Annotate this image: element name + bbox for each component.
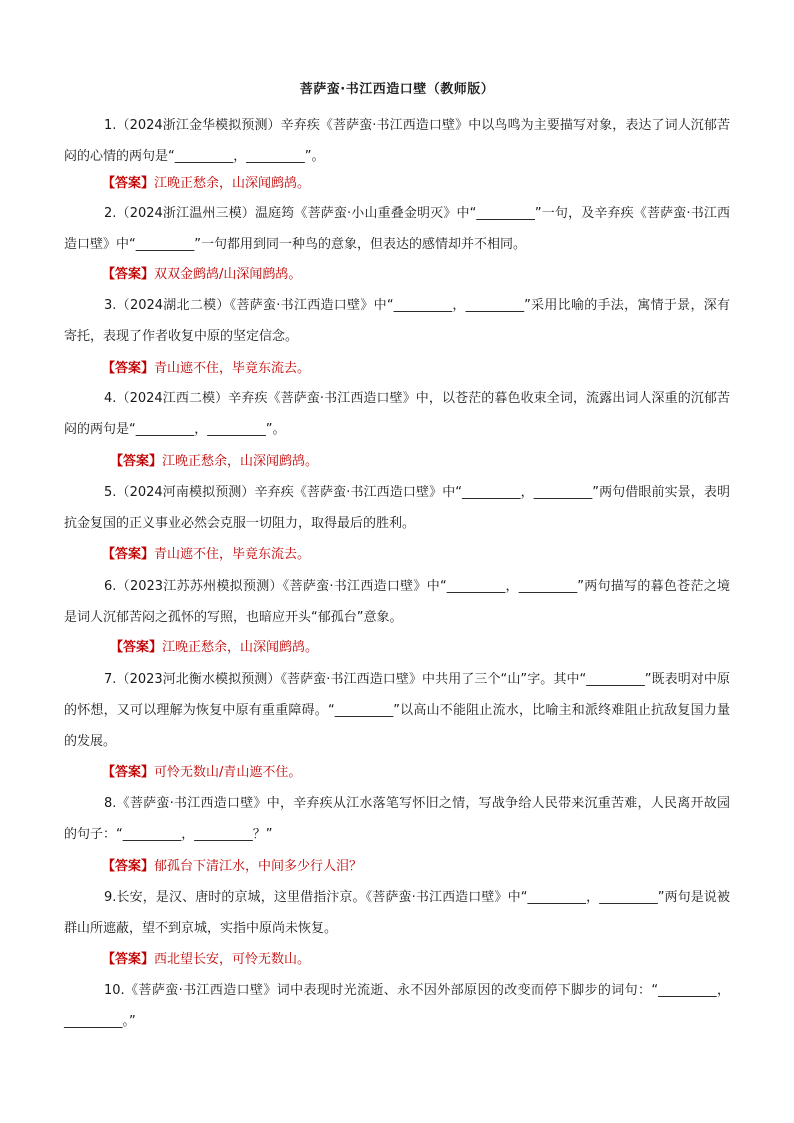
question-text: 1.（2024浙江金华模拟预测）辛弃疾《菩萨蛮·书江西造口壁》中以鸟鸣为主要描写对象，表达了词人沉郁苦闷的心情的两句是“_________，_________”。: [64, 118, 730, 164]
question-7: [64, 664, 730, 757]
question-6: [64, 571, 730, 633]
answer-2: [102, 265, 301, 285]
answer-text: 青山遮不住，毕竟东流去。: [154, 547, 311, 562]
answer-tag: 【答案】: [102, 765, 155, 780]
answer-text: 郁孤台下清江水，中间多少行人泪？: [154, 859, 363, 874]
answer-text: 江晚正愁余，山深闻鹧鸪。: [154, 176, 311, 191]
question-text: 3.（2024湖北二模）《菩萨蛮·书江西造口壁》中“_________，_________”采用比喻的手法，寓情于景，深有寄托，表现了作者收复中原的坚定信念。: [64, 298, 730, 344]
answer-1: [102, 174, 310, 194]
answer-tag: 【答案】: [110, 454, 163, 469]
question-3: [64, 290, 730, 352]
answer-text: 双双金鹧鸪/山深闻鹧鸪。: [154, 267, 302, 282]
answer-7: [102, 763, 301, 783]
answer-text: 可怜无数山/青山遮不住。: [154, 765, 302, 780]
page-title: 菩萨蛮·书江西造口壁（教师版）: [299, 82, 495, 97]
question-4: [64, 383, 730, 445]
question-1: [64, 110, 730, 172]
question-8: [64, 788, 730, 850]
question-9: [64, 882, 730, 944]
question-text: 8.《菩萨蛮·书江西造口壁》中，辛弃疾从江水落笔写怀旧之情，写战争给人民带来沉重苦难，人民离开故园的句子：“_________，_________？”: [64, 796, 730, 842]
answer-text: 青山遮不住，毕竟东流去。: [154, 361, 311, 376]
answer-6: [110, 638, 318, 658]
answer-text: 西北望长安，可怜无数山。: [154, 952, 311, 967]
question-5: [64, 477, 730, 539]
answer-3: [102, 359, 310, 379]
answer-tag: 【答案】: [102, 547, 155, 562]
question-text: 5.（2024河南模拟预测）辛弃疾《菩萨蛮·书江西造口壁》中“_________，_________”两句借眼前实景，表明抗金复国的正义事业必然会克服一切阻力，取得最后的胜利。: [64, 485, 730, 531]
answer-5: [102, 545, 310, 565]
answer-text: 江晚正愁余，山深闻鹧鸪。: [162, 640, 319, 655]
question-text: 2.（2024浙江温州三模）温庭筠《菩萨蛮·小山重叠金明灭》中“_________”一句，及辛弃疾《菩萨蛮·书江西造口壁》中“_________”一句都用到同一种鸟的意象，但表达的感情却并不相同。: [64, 206, 730, 252]
answer-4: [110, 452, 318, 472]
question-10: [64, 975, 730, 1037]
answer-tag: 【答案】: [102, 267, 155, 282]
answer-text: 江晚正愁余，山深闻鹧鸪。: [162, 454, 319, 469]
question-text: 9.长安，是汉、唐时的京城，这里借指汴京。《菩萨蛮·书江西造口壁》中“_________，_________”两句是说被群山所遮蔽，望不到京城，实指中原尚未恢复。: [64, 890, 730, 936]
answer-9: [102, 950, 310, 970]
question-2: [64, 198, 730, 260]
question-text: 7.（2023河北衡水模拟预测）《菩萨蛮·书江西造口壁》中共用了三个“山”字。其中“_________”既表明对中原的怀想，又可以理解为恢复中原有重重障碍。“_________”以高山不能阻止流水，比喻主和派终难阻止抗敌复国力量的发展。: [64, 672, 730, 749]
answer-8: [102, 857, 362, 877]
question-text: 6.（2023江苏苏州模拟预测）《菩萨蛮·书江西造口壁》中“_________，_________”两句描写的暮色苍茫之境是词人沉郁苦闷之孤怀的写照，也暗应开头“郁孤台”意象。: [64, 579, 730, 625]
answer-tag: 【答案】: [102, 361, 155, 376]
answer-tag: 【答案】: [110, 640, 163, 655]
answer-tag: 【答案】: [102, 952, 155, 967]
question-text: 4.（2024江西二模）辛弃疾《菩萨蛮·书江西造口壁》中，以苍茫的暮色收束全词，流露出词人深重的沉郁苦闷的两句是“_________，_________”。: [64, 391, 730, 437]
question-text: 10.《菩萨蛮·书江西造口壁》词中表现时光流逝、永不因外部原因的改变而停下脚步的词句：“_________，_________。”: [64, 983, 730, 1029]
answer-tag: 【答案】: [102, 859, 155, 874]
answer-tag: 【答案】: [102, 176, 155, 191]
